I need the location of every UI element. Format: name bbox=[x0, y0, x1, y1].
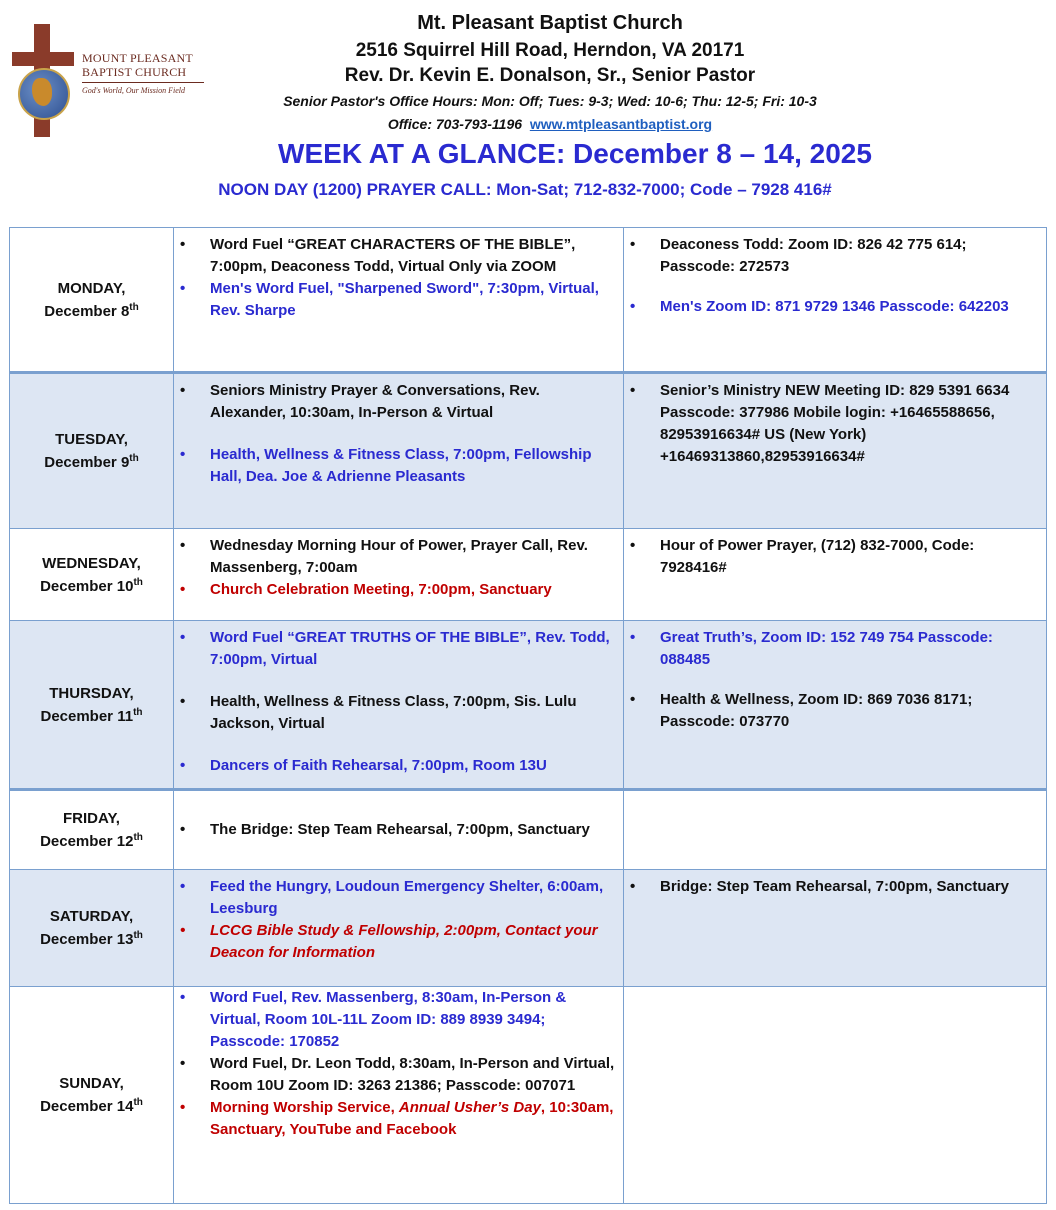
church-name: Mt. Pleasant Baptist Church bbox=[417, 12, 683, 34]
table-row-saturday bbox=[10, 870, 1047, 987]
date-suffix: th bbox=[133, 576, 143, 588]
date-suffix: th bbox=[133, 832, 143, 843]
info-item: • Hour of Power Prayer, (712) 832-7000, Code: 7928416# bbox=[624, 535, 1040, 579]
date-suffix: th bbox=[133, 706, 143, 718]
church-address: 2516 Squirrel Hill Road, Herndon, VA 20171 bbox=[355, 40, 745, 61]
table-row-tuesday bbox=[10, 373, 1047, 529]
event-item: • Word Fuel, Dr. Leon Todd, 8:30am, In-Person and Virtual, Room 10U Zoom ID: 3263 21386; Passcode: 007071 bbox=[174, 1053, 617, 1097]
info-item: • Bridge: Step Team Rehearsal, 7:00pm, Sanctuary bbox=[624, 876, 1040, 898]
events-cell bbox=[174, 790, 624, 870]
date-suffix: th bbox=[133, 930, 143, 941]
info-cell bbox=[624, 621, 1047, 790]
info-cell bbox=[624, 987, 1047, 1204]
logo-divider bbox=[82, 82, 204, 83]
day-cell bbox=[10, 373, 174, 529]
day-cell bbox=[10, 790, 174, 870]
day-cell bbox=[10, 987, 174, 1204]
event-item: • Church Celebration Meeting, 7:00pm, Sanctuary bbox=[174, 579, 617, 601]
info-item: • Health & Wellness, Zoom ID: 869 7036 8171; Passcode: 073770 bbox=[624, 689, 1040, 733]
day-name: THURSDAY, bbox=[49, 684, 134, 702]
day-date: December 13 bbox=[40, 931, 134, 948]
date-suffix: th bbox=[129, 301, 139, 313]
day-name: SUNDAY, bbox=[59, 1075, 124, 1092]
info-item: • Senior’s Ministry NEW Meeting ID: 829 5391 6634 Passcode: 377986 Mobile login: +16465588656, 82953916634# US (New York) +16469313860,82953916634# bbox=[624, 380, 1040, 468]
events-cell bbox=[174, 373, 624, 529]
event-item: • Dancers of Faith Rehearsal, 7:00pm, Room 13U bbox=[174, 755, 617, 777]
weekly-schedule-table bbox=[9, 227, 1047, 1204]
church-logo bbox=[8, 22, 204, 142]
day-cell bbox=[10, 529, 174, 621]
event-text: , 10:30am, Sanctuary, YouTube and Facebook bbox=[210, 1099, 614, 1138]
event-item: • Word Fuel “GREAT TRUTHS OF THE BIBLE”, Rev. Todd, 7:00pm, Virtual bbox=[174, 627, 617, 671]
event-highlight: Annual Usher’s Day bbox=[398, 1099, 541, 1116]
date-suffix: th bbox=[129, 453, 139, 464]
info-cell bbox=[624, 870, 1047, 987]
event-item: • Men's Word Fuel, "Sharpened Sword", 7:30pm, Virtual, Rev. Sharpe bbox=[174, 278, 617, 322]
prayer-call-line: NOON DAY (1200) PRAYER CALL: Mon-Sat; 712-832-7000; Code – 7928 416# bbox=[218, 180, 832, 199]
cross-bar bbox=[12, 52, 74, 66]
day-name: MONDAY, bbox=[57, 279, 126, 297]
events-cell bbox=[174, 870, 624, 987]
events-cell bbox=[174, 529, 624, 621]
event-item: • Wednesday Morning Hour of Power, Prayer Call, Rev. Massenberg, 7:00am bbox=[174, 535, 617, 579]
table-row-sunday bbox=[10, 987, 1047, 1204]
day-date: December 11 bbox=[40, 707, 134, 725]
event-item: • Word Fuel “GREAT CHARACTERS OF THE BIBLE”, 7:00pm, Deaconess Todd, Virtual Only via ZOOM bbox=[174, 234, 617, 278]
day-date: December 14 bbox=[40, 1098, 134, 1115]
event-item: • The Bridge: Step Team Rehearsal, 7:00pm, Sanctuary bbox=[174, 819, 617, 841]
events-cell bbox=[174, 987, 624, 1204]
table-row-monday bbox=[10, 228, 1047, 373]
day-name: SATURDAY, bbox=[49, 908, 134, 925]
event-item: • Health, Wellness & Fitness Class, 7:00pm, Sis. Lulu Jackson, Virtual bbox=[174, 691, 617, 735]
senior-pastor: Rev. Dr. Kevin E. Donalson, Sr., Senior Pastor bbox=[344, 65, 756, 86]
info-cell bbox=[624, 529, 1047, 621]
table-row-thursday bbox=[10, 621, 1047, 790]
event-item: • Health, Wellness & Fitness Class, 7:00pm, Fellowship Hall, Dea. Joe & Adrienne Pleasants bbox=[174, 444, 617, 488]
day-cell bbox=[10, 870, 174, 987]
day-date: December 12 bbox=[40, 833, 134, 850]
office-contact bbox=[200, 116, 900, 132]
info-item: • Men's Zoom ID: 871 9729 1346 Passcode: 642203 bbox=[624, 296, 1040, 318]
logo-name-line1: MOUNT PLEASANT bbox=[82, 51, 193, 65]
event-item bbox=[174, 1097, 617, 1141]
info-cell bbox=[624, 228, 1047, 373]
day-cell bbox=[10, 228, 174, 373]
day-cell bbox=[10, 621, 174, 790]
event-item: • Seniors Ministry Prayer & Conversations, Rev. Alexander, 10:30am, In-Person & Virtual bbox=[174, 380, 617, 424]
event-item: • LCCG Bible Study & Fellowship, 2:00pm, Contact your Deacon for Information bbox=[174, 920, 617, 964]
event-item: • Feed the Hungry, Loudoun Emergency Shelter, 6:00am, Leesburg bbox=[174, 876, 617, 920]
logo-motto: God's World, Our Mission Field bbox=[82, 86, 185, 95]
day-name: FRIDAY, bbox=[63, 810, 120, 827]
week-title: WEEK AT A GLANCE: December 8 – 14, 2025 bbox=[278, 138, 872, 169]
day-date: December 8 bbox=[44, 302, 130, 320]
website-link[interactable]: www.mtpleasantbaptist.org bbox=[529, 116, 713, 132]
africa-map-icon bbox=[32, 78, 52, 106]
events-cell bbox=[174, 228, 624, 373]
office-hours: Senior Pastor's Office Hours: Mon: Off; Tues: 9-3; Wed: 10-6; Thu: 12-5; Fri: 10-3 bbox=[283, 93, 817, 109]
event-text: Morning Worship Service, bbox=[210, 1099, 399, 1116]
day-date: December 9 bbox=[44, 454, 130, 471]
info-item: • Deaconess Todd: Zoom ID: 826 42 775 614; Passcode: 272573 bbox=[624, 234, 1040, 278]
info-item: • Great Truth’s, Zoom ID: 152 749 754 Passcode: 088485 bbox=[624, 627, 1040, 671]
table-row-friday bbox=[10, 790, 1047, 870]
date-suffix: th bbox=[133, 1097, 143, 1108]
day-date: December 10 bbox=[40, 577, 134, 595]
events-cell bbox=[174, 621, 624, 790]
info-cell bbox=[624, 790, 1047, 870]
day-name: TUESDAY, bbox=[55, 431, 128, 448]
day-name: WEDNESDAY, bbox=[42, 554, 141, 572]
info-cell bbox=[624, 373, 1047, 529]
office-phone: Office: 703-793-1196 bbox=[387, 116, 523, 132]
event-item: • Word Fuel, Rev. Massenberg, 8:30am, In-Person & Virtual, Room 10L-11L Zoom ID: 889 8939 3494; Passcode: 170852 bbox=[174, 987, 617, 1053]
logo-name-line2: BAPTIST CHURCH bbox=[82, 65, 187, 79]
table-row-wednesday bbox=[10, 529, 1047, 621]
